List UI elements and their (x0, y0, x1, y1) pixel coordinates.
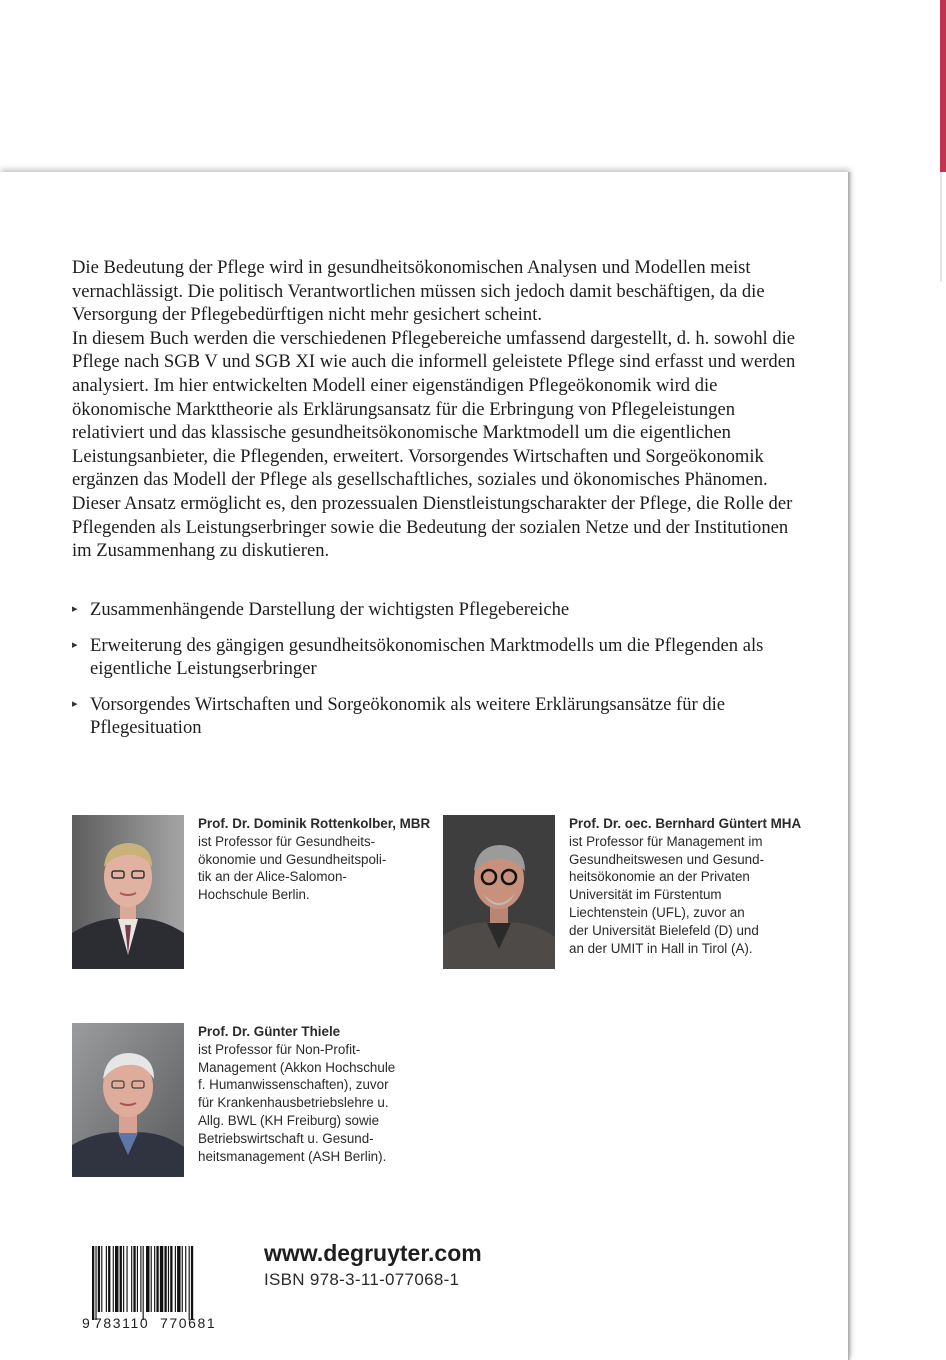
barcode-bar (127, 1246, 128, 1312)
barcode-bar (106, 1246, 107, 1312)
barcode-bar (164, 1246, 166, 1312)
author-guentert (569, 815, 819, 957)
triangle-bullet-icon: ▸ (72, 603, 78, 615)
barcode-bar (175, 1246, 176, 1312)
barcode-bar (95, 1246, 96, 1320)
barcode-bar (108, 1246, 110, 1312)
triangle-bullet-icon: ▸ (72, 697, 78, 710)
blurb-paragraph-1: Die Bedeutung der Pflege wird in gesundheitsökonomischen Analysen und Modellen meist vernachlässigt. Die politisch Verantwortlichen müssen sich jedoch damit beschäftigen, da die Versorgung der Pflegebedürftigen nicht mehr gesichert scheint. (72, 257, 765, 326)
barcode-bar (177, 1246, 180, 1312)
barcode-bar (191, 1246, 193, 1320)
barcode-bar (151, 1246, 152, 1312)
barcode-bar (137, 1246, 138, 1312)
feature-item: ▸ Erweiterung des gängigen gesundheitsökonomischen Marktmodells um die Pflegenden als eigentliche Leistungserbringer (72, 634, 764, 680)
barcode-right-digits: 770681 (160, 1315, 217, 1330)
triangle-bullet-icon: ▸ (72, 638, 78, 651)
author-thiele (198, 1023, 448, 1165)
feature-item: ▸ Zusammenhängende Darstellung der wichtigsten Pflegebereiche (72, 599, 570, 620)
barcode-bar (160, 1246, 163, 1312)
author-name: Prof. Dr. Dominik Rottenkolber, MBR (198, 816, 431, 831)
author-photo-guentert (443, 815, 555, 969)
isbn-barcode (80, 1246, 230, 1330)
barcode-bar (189, 1246, 190, 1320)
author-name: Prof. Dr. Günter Thiele (198, 1024, 341, 1039)
publisher-website[interactable]: www.degruyter.com (264, 1240, 482, 1266)
author-photo-rottenkolber (72, 815, 184, 969)
blurb-paragraph-2: In diesem Buch werden die verschiedenen Pflegebereiche umfassend dargestellt, d. h. sowohl die Pflege nach SGB V und SGB XI wie auch die informell geleistete Pflege sind erfasst und werden analysiert. Im hier entwickelten Modell einer eigenständigen Pflegeökonomik wird die ökonomische Markttheorie als Erklärungsansatz für die Erbringung von Pflegeleistungen relativiert und das klassische gesundheitsökonomische Marktmodell um die eigentlichen Leistungsanbieter, die Pflegenden, erweitert. Vorsorgendes Wirtschaften und Sorgeökonomik ergänzen das Modell der Pflege als gesellschaftliches, soziales und ökonomisches Phänomen. Dieser Ansatz ermöglicht es, den prozessualen Dienstleistungscharakter der Pflege, die Rolle der Pflegenden als Leistungserbringer sowie die Bedeutung der sozialen Netze und der Institutionen im Zusammenhang zu diskutieren. (72, 327, 796, 562)
barcode-bar (185, 1246, 186, 1312)
barcode-bar (182, 1246, 183, 1312)
barcode-bar (143, 1246, 144, 1320)
barcode-bar (156, 1246, 158, 1312)
barcode-bar (154, 1246, 155, 1312)
feature-item: ▸ Vorsorgendes Wirtschaften und Sorgeökonomik als weitere Erklärungsansätze für die Pflegesituation (72, 693, 726, 739)
barcode-bar (123, 1246, 124, 1312)
spine-edge-strip (940, 172, 946, 282)
barcode-left-digits: 783110 (94, 1315, 150, 1330)
barcode-bar (140, 1246, 141, 1312)
barcode-bar (133, 1246, 135, 1312)
barcode-bar (101, 1246, 102, 1312)
barcode-bar (92, 1246, 94, 1320)
barcode-bar (98, 1246, 100, 1312)
barcode-bar (170, 1246, 172, 1312)
author-name: Prof. Dr. oec. Bernhard Güntert MHA (569, 816, 802, 831)
author-photo-thiele (72, 1023, 184, 1177)
spine-edge-accent (940, 0, 946, 172)
author-bio: ist Professor für Management im Gesundheitswesen und Gesund- heitsökonomie an der Privaten Universität im Fürstentum Liechtenstein (UFL), zuvor an der Universität Bielefeld (D) und an der UMIT in Hall in Tirol (A). (569, 833, 765, 956)
barcode-bar (120, 1246, 122, 1312)
barcode-bar (131, 1246, 132, 1312)
isbn-number: ISBN 978-3-11-077068-1 (264, 1270, 460, 1289)
author-rottenkolber (198, 815, 438, 904)
barcode-bar (146, 1246, 149, 1312)
cover-edge-shadow (848, 172, 852, 1360)
author-bio: ist Professor für Non-Profit- Management (Akkon Hochschule f. Humanwissenschaften), zuvor für Krankenhausbetriebslehre u. Allg. BWL (KH Freiburg) sowie Betriebswirtschaft u. Gesund- heitsmanagement (ASH Berlin). (198, 1041, 396, 1164)
author-bio: ist Professor für Gesundheits- ökonomie und Gesundheitspoli- tik an der Alice-Salomon- Hochschule Berlin. (198, 833, 387, 903)
barcode-leading-digit: 9 (82, 1315, 90, 1330)
book-blurb (72, 256, 802, 563)
barcode-bar (113, 1246, 114, 1312)
barcode-bar (168, 1246, 169, 1312)
barcode-bar (115, 1246, 118, 1312)
feature-list (72, 598, 802, 752)
